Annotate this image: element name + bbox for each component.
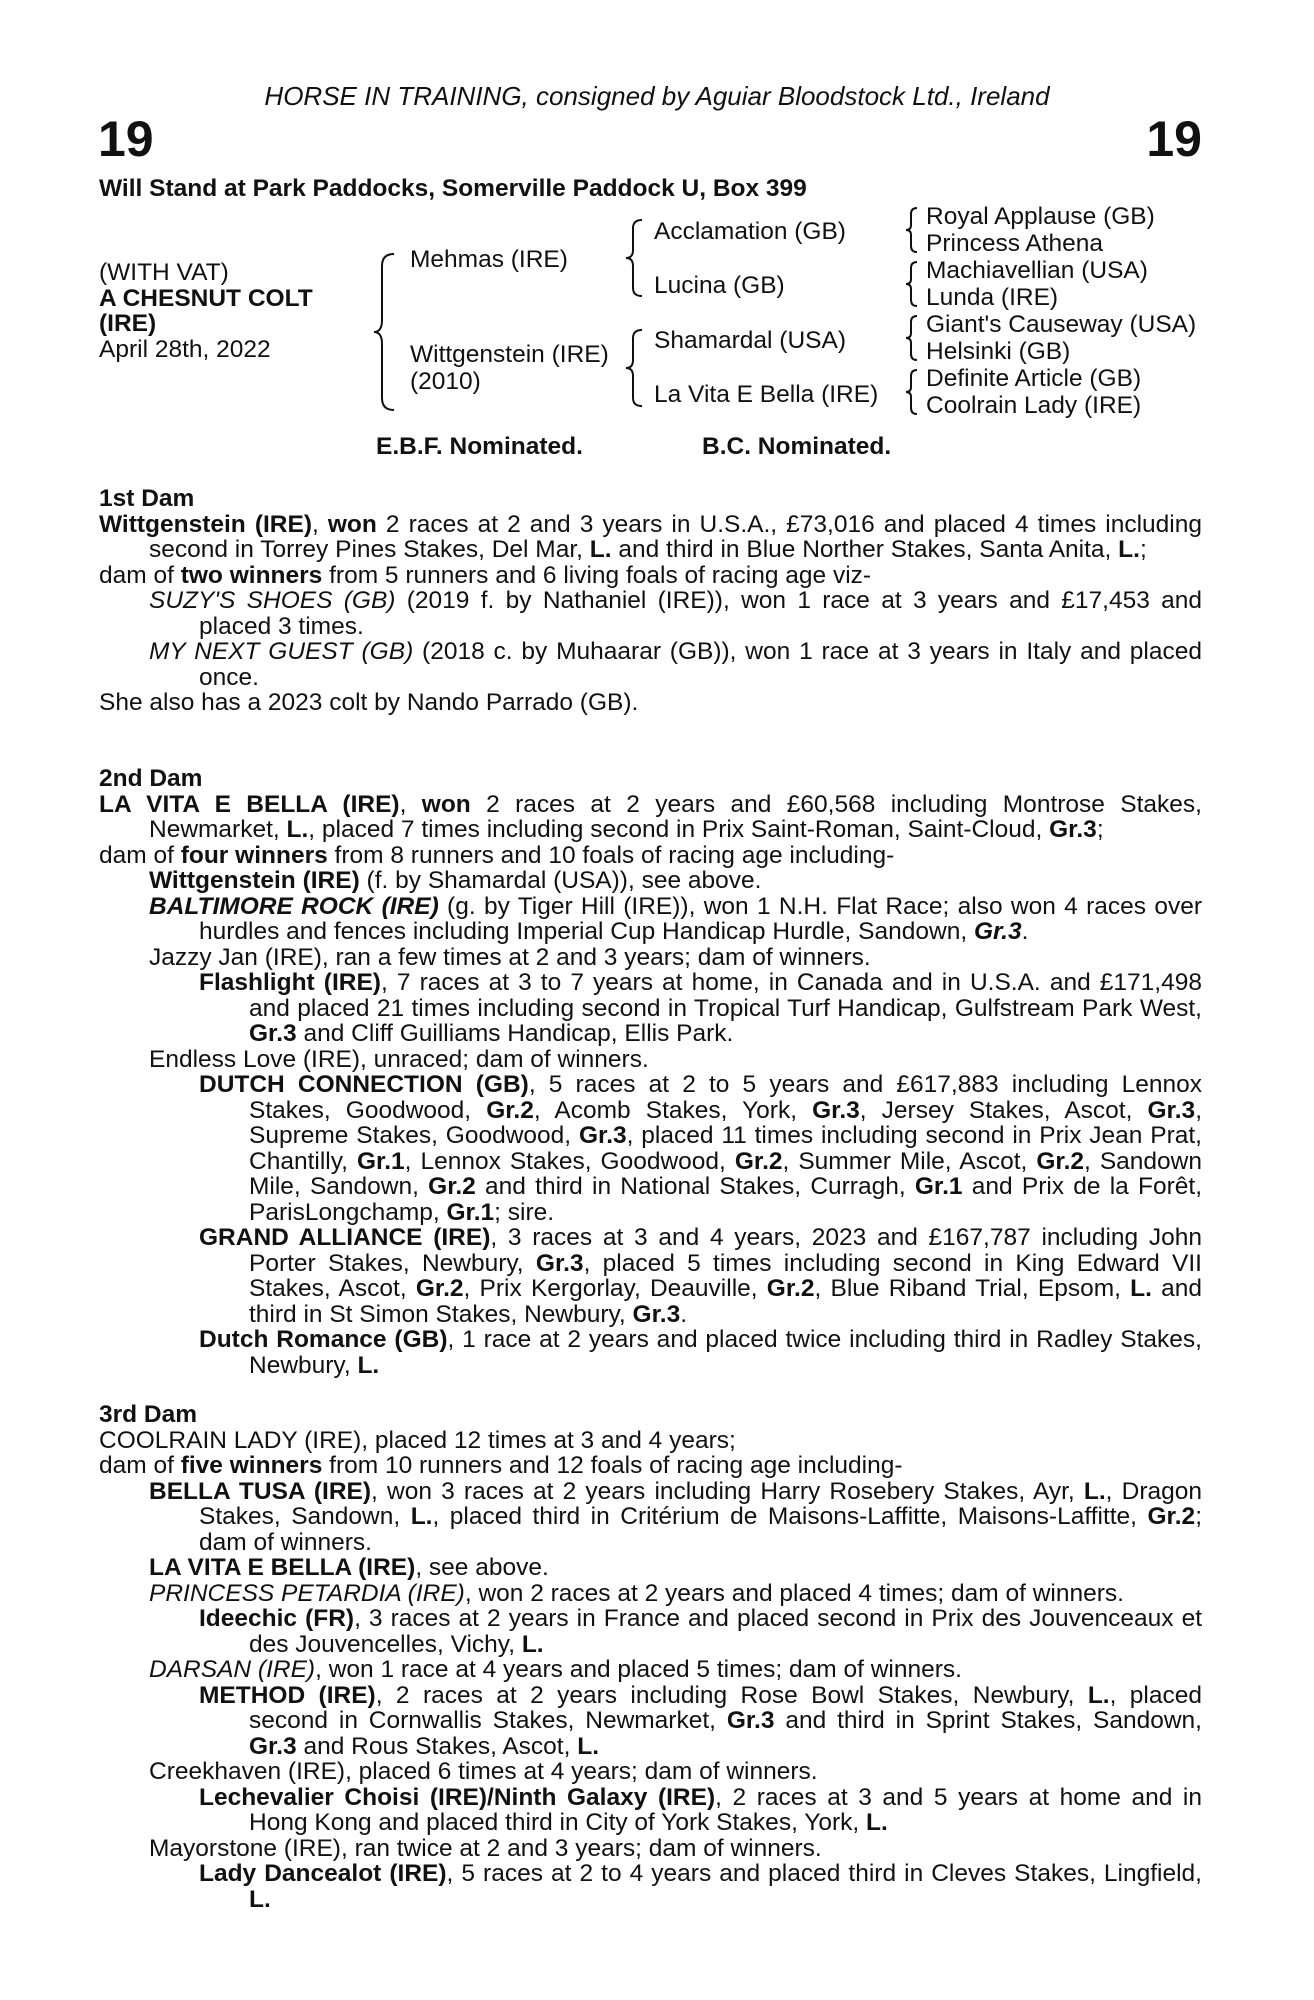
ancestor-g1: Royal Applause (GB) (926, 203, 1155, 230)
produce-entry: BELLA TUSA (IRE), won 3 races at 2 years including Harry Rosebery Stakes, Ayr, L., Dragon Stakes, Sandown, L., placed third in Critérium de Maisons-Laffitte, Maisons-Laffitte, Gr.2; dam of winners. (149, 1477, 1202, 1556)
pedigree-table (0, 0, 1314, 440)
horse-name: SUZY'S SHOES (GB) (149, 587, 396, 614)
horse-name: Dutch Romance (GB) (199, 1326, 448, 1353)
first-dam-record: Wittgenstein (IRE), won 2 races at 2 and 3 years in U.S.A., £73,016 and placed 4 times including second in Torrey Pines Stakes, Del Mar, L. and third in Blue Norther Stakes, Santa Anita, L.; (99, 510, 1202, 563)
vat-label: (WITH VAT) (99, 259, 229, 286)
stand-location: Will Stand at Park Paddocks, Somerville Paddock U, Box 399 (99, 175, 807, 202)
dam-sire: Shamardal (USA) (654, 327, 846, 354)
horse-name: DARSAN (IRE) (149, 1656, 316, 1683)
bc-nomination: B.C. Nominated. (702, 433, 892, 460)
ebf-nomination: E.B.F. Nominated. (376, 433, 583, 460)
ancestor-g8: Coolrain Lady (IRE) (926, 392, 1142, 419)
sire-sire: Acclamation (GB) (654, 218, 846, 245)
pedigree-brace-g4 (904, 368, 920, 416)
ancestor-g3: Machiavellian (USA) (926, 257, 1148, 284)
horse-name: Wittgenstein (IRE) (149, 867, 360, 894)
first-dam-section (99, 486, 1202, 716)
horse-name: Lechevalier Choisi (IRE)/Ninth Galaxy (IRE) (199, 1783, 716, 1811)
pedigree-brace-g2 (904, 260, 920, 308)
sire-name: Mehmas (IRE) (410, 246, 568, 273)
horse-name: LA VITA E BELLA (IRE) (99, 790, 400, 818)
grand-produce-entry: Lady Dancealot (IRE), 5 races at 2 to 4 years and placed third in Cleves Stakes, Lingfield, L. (199, 1860, 1202, 1913)
grand-produce-entry: GRAND ALLIANCE (IRE), 3 races at 3 and 4 years, 2023 and £167,787 including John Porter Stakes, Newbury, Gr.3, placed 5 times including second in King Edward VII Stakes, Ascot, Gr.2, Prix Kergorlay, Deauville, Gr.2, Blue Riband Trial, Epsom, L. and third in St Simon Stakes, Newbury, Gr.3. (199, 1224, 1202, 1328)
horse-name: Lady Dancealot (IRE) (199, 1860, 447, 1887)
subject-horse (99, 260, 313, 362)
ancestor-g5: Giant's Causeway (USA) (926, 311, 1197, 338)
horse-name: Flashlight (IRE) (199, 969, 381, 996)
horse-name: PRINCESS PETARDIA (IRE) (149, 1579, 465, 1607)
produce-entry: BALTIMORE ROCK (IRE) (g. by Tiger Hill (IRE)), won 1 N.H. Flat Race; also won 4 races over hurdles and fences including Imperial Cup Handicap Hurdle, Sandown, Gr.3. (149, 892, 1202, 945)
sire-dam: Lucina (GB) (654, 272, 785, 299)
horse-name: METHOD (IRE) (199, 1681, 376, 1709)
page-header: HORSE IN TRAINING, consigned by Aguiar Bloodstock Ltd., Ireland (264, 81, 1050, 111)
horse-name: BELLA TUSA (IRE) (149, 1477, 372, 1505)
produce-entry: PRINCESS PETARDIA (IRE), won 2 races at 2 years and placed 4 times; dam of winners. (149, 1579, 1124, 1607)
first-dam-produce-summary: dam of two winners from 5 runners and 6 living foals of racing age viz- (99, 561, 872, 589)
third-dam-record: COOLRAIN LADY (IRE), placed 12 times at 3 and 4 years; (99, 1426, 736, 1454)
second-dam-heading: 2nd Dam (99, 765, 203, 792)
ancestor-g7: Definite Article (GB) (926, 365, 1142, 392)
ancestor-g6: Helsinki (GB) (926, 338, 1071, 365)
horse-name: A CHESNUT COLT (99, 284, 313, 312)
horse-name: Ideechic (FR) (199, 1605, 355, 1632)
third-dam-section (99, 1402, 1202, 1912)
horse-name: DUTCH CONNECTION (GB) (199, 1071, 529, 1098)
produce-entry: Creekhaven (IRE), placed 6 times at 4 years; dam of winners. (149, 1758, 818, 1785)
third-dam-heading: 3rd Dam (99, 1401, 198, 1428)
dam-year: (2010) (410, 368, 481, 395)
produce-entry: MY NEXT GUEST (GB) (2018 c. by Muhaarar (GB)), won 1 race at 3 years in Italy and placed once. (149, 638, 1202, 691)
produce-entry: Endless Love (IRE), unraced; dam of winners. (149, 1045, 649, 1073)
third-dam-produce-summary: dam of five winners from 10 runners and 12 foals of racing age including- (99, 1452, 903, 1479)
ancestor-g2: Princess Athena (926, 230, 1104, 257)
grand-produce-entry: Dutch Romance (GB), 1 race at 2 years and placed twice including third in Radley Stakes, Newbury, L. (199, 1326, 1202, 1379)
grand-produce-entry: Ideechic (FR), 3 races at 2 years in France and placed second in Prix des Jouvenceaux et des Jouvencelles, Vichy, L. (199, 1605, 1202, 1658)
second-dam-section (99, 766, 1202, 1378)
produce-entry: Wittgenstein (IRE) (f. by Shamardal (USA)), see above. (149, 867, 762, 894)
ancestor-g4: Lunda (IRE) (926, 284, 1059, 311)
pedigree-brace-dam (624, 328, 646, 408)
second-dam-produce-summary: dam of four winners from 8 runners and 10 foals of racing age including- (99, 841, 895, 869)
produce-entry: DARSAN (IRE), won 1 race at 4 years and placed 5 times; dam of winners. (149, 1656, 962, 1683)
horse-name: GRAND ALLIANCE (IRE) (199, 1224, 491, 1251)
horse-name: LA VITA E BELLA (IRE) (149, 1554, 416, 1581)
horse-name: Wittgenstein (IRE) (99, 510, 312, 538)
second-dam-record: LA VITA E BELLA (IRE), won 2 races at 2 years and £60,568 including Montrose Stakes, Newmarket, L., placed 7 times including second in Prix Saint-Roman, Saint-Cloud, Gr.3; (99, 790, 1202, 843)
lot-number-right: 19 (1146, 111, 1202, 167)
grand-produce-entry: Lechevalier Choisi (IRE)/Ninth Galaxy (IRE), 2 races at 3 and 5 years at home and in Hong Kong and placed third in City of York Stakes, York, L. (199, 1783, 1202, 1836)
produce-entry: LA VITA E BELLA (IRE), see above. (149, 1554, 549, 1581)
horse-name: MY NEXT GUEST (GB) (149, 638, 414, 665)
dam-name: Wittgenstein (IRE) (410, 341, 609, 368)
grand-produce-entry: METHOD (IRE), 2 races at 2 years including Rose Bowl Stakes, Newbury, L., placed second in Cornwallis Stakes, Newmarket, Gr.3 and third in Sprint Stakes, Sandown, Gr.3 and Rous Stakes, Ascot, L. (199, 1681, 1202, 1760)
grand-produce-entry: DUTCH CONNECTION (GB), 5 races at 2 to 5 years and £617,883 including Lennox Stakes, Goodwood, Gr.2, Acomb Stakes, York, Gr.3, Jersey Stakes, Ascot, Gr.3, Supreme Stakes, Goodwood, Gr.3, placed 11 times including second in Prix Jean Prat, Chantilly, Gr.1, Lennox Stakes, Goodwood, Gr.2, Summer Mile, Ascot, Gr.2, Sandown Mile, Sandown, Gr.2 and third in National Stakes, Curragh, Gr.1 and Prix de la Forêt, ParisLongchamp, Gr.1; sire. (199, 1071, 1203, 1226)
horse-name: BALTIMORE ROCK (IRE) (149, 892, 439, 920)
dam-dam: La Vita E Bella (IRE) (654, 381, 879, 408)
grand-produce-entry: Flashlight (IRE), 7 races at 3 to 7 years at home, in Canada and in U.S.A. and £171,498 and placed 21 times including second in Tropical Turf Handicap, Gulfstream Park West, Gr.3 and Cliff Guilliams Handicap, Ellis Park. (199, 969, 1202, 1047)
foaling-date: April 28th, 2022 (99, 335, 271, 363)
produce-entry: Mayorstone (IRE), ran twice at 2 and 3 years; dam of winners. (149, 1834, 822, 1862)
produce-entry: SUZY'S SHOES (GB) (2019 f. by Nathaniel (IRE)), won 1 race at 3 years and £17,453 and placed 3 times. (149, 587, 1203, 640)
produce-entry: Jazzy Jan (IRE), ran a few times at 2 and 3 years; dam of winners. (149, 943, 871, 971)
lot-number-left: 19 (98, 111, 154, 167)
first-dam-heading: 1st Dam (99, 485, 195, 512)
pedigree-brace-main (372, 252, 402, 412)
pedigree-brace-sire (624, 218, 646, 298)
pedigree-brace-g1 (904, 206, 920, 254)
horse-name-country: (IRE) (99, 310, 157, 337)
produce-note: She also has a 2023 colt by Nando Parrado (GB). (99, 689, 639, 716)
pedigree-brace-g3 (904, 314, 920, 362)
